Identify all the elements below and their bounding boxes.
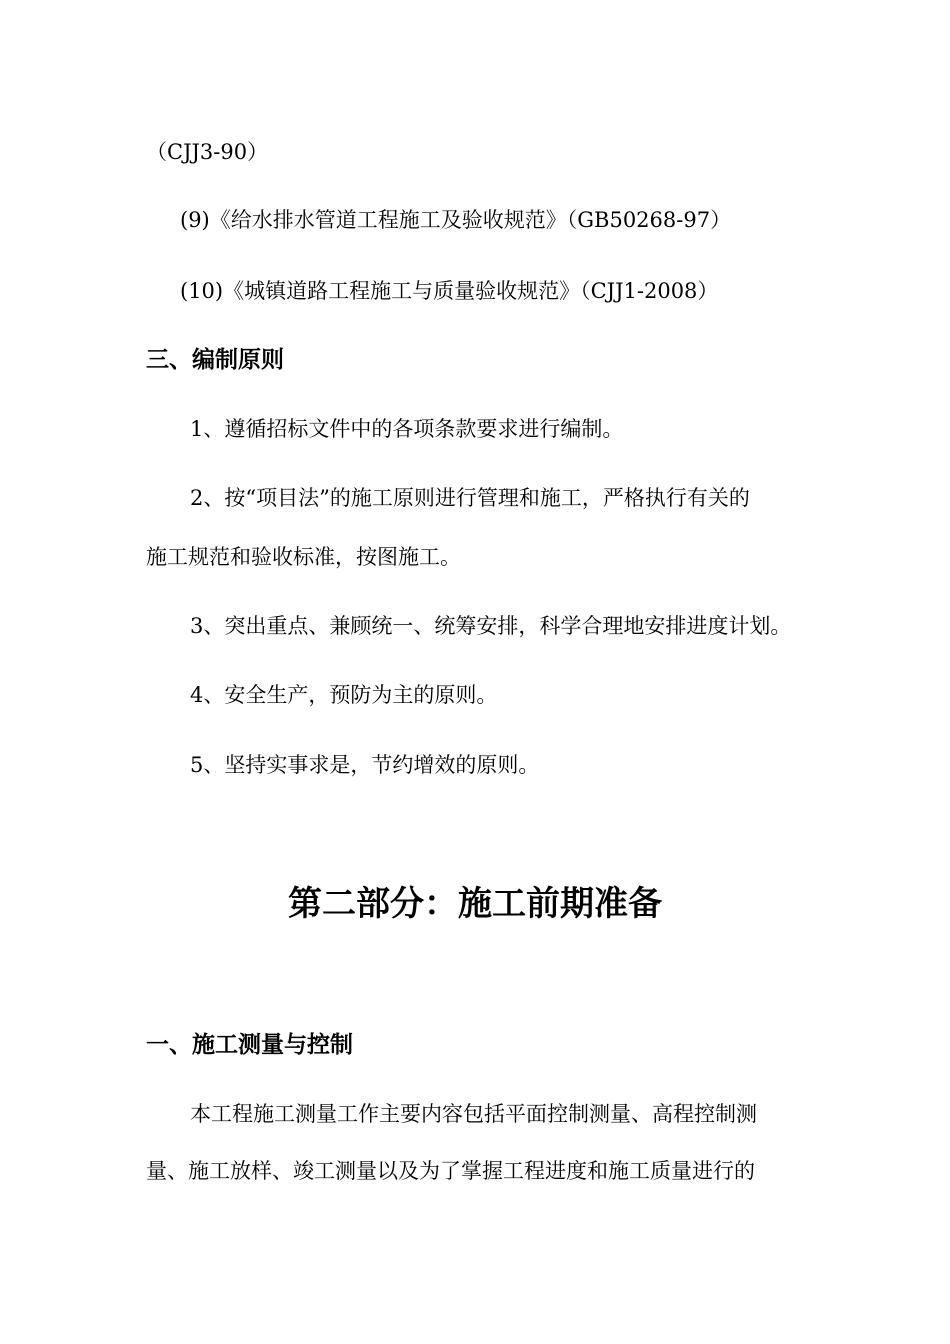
paragraph-line-1: 本工程施工测量工作主要内容包括平面控制测量、高程控制测 (190, 1102, 757, 1126)
principle-item-2-continuation: 施工规范和验收标准，按图施工。 (146, 545, 461, 569)
section-heading-survey: 一、施工测量与控制 (146, 1032, 353, 1058)
paragraph-line-2: 量、施工放样、竣工测量以及为了掌握工程进度和施工质量进行的 (146, 1159, 755, 1183)
principle-item-5: 5、坚持实事求是，节约增效的原则。 (190, 753, 540, 777)
part-title: 第二部分：施工前期准备 (288, 884, 662, 924)
principle-item-3: 3、突出重点、兼顾统一、统筹安排，科学合理地安排进度计划。 (190, 614, 792, 638)
principle-item-1: 1、遵循招标文件中的各项条款要求进行编制。 (190, 417, 624, 441)
reference-item-10: (10)《城镇道路工程施工与质量验收规范》（CJJ1-2008） (180, 279, 719, 303)
reference-continuation: （CJJ3-90） (146, 140, 269, 164)
principle-item-2: 2、按“项目法”的施工原则进行管理和施工，严格执行有关的 (190, 486, 750, 510)
principle-item-4: 4、安全生产，预防为主的原则。 (190, 683, 498, 707)
section-heading-principles: 三、编制原则 (146, 347, 284, 373)
reference-item-9: (9)《给水排水管道工程施工及验收规范》（GB50268-97） (180, 208, 732, 232)
